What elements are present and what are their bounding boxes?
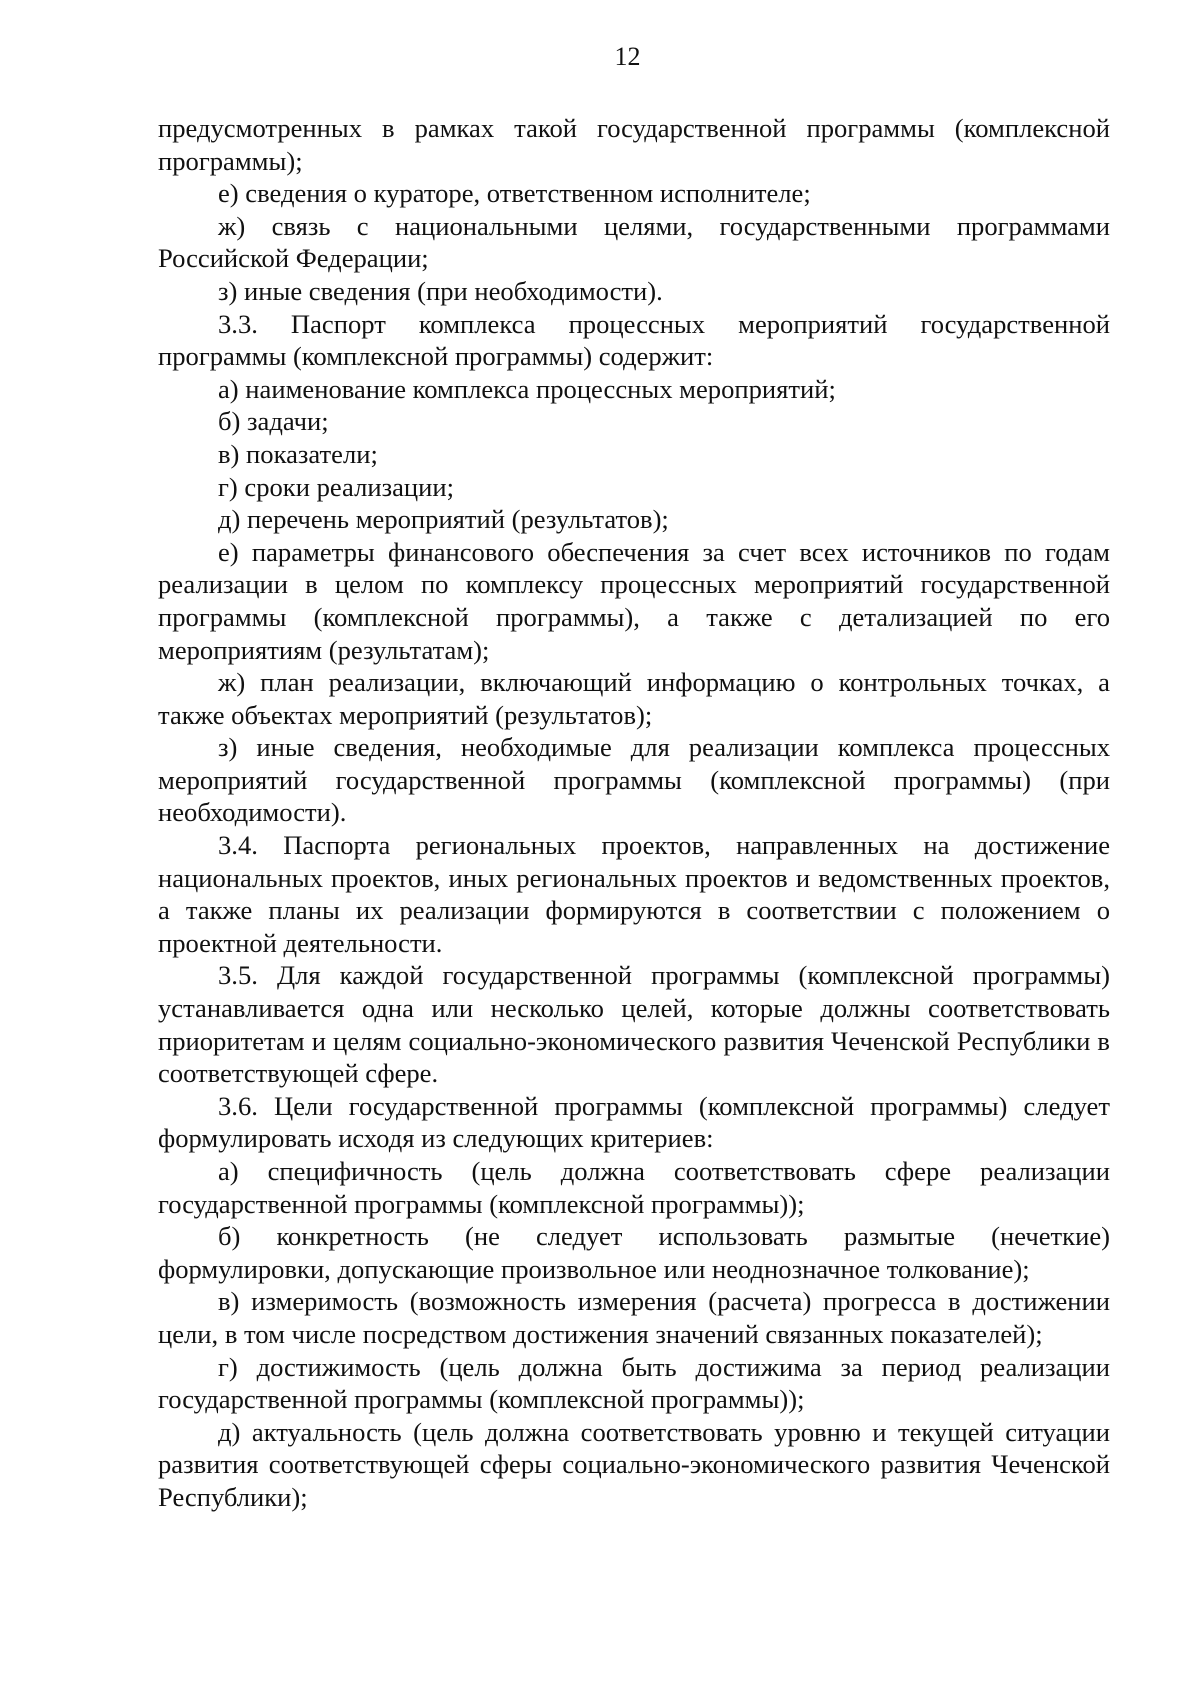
paragraph-continuation: предусмотренных в рамках такой государственной программы (комплексной программы); <box>158 113 1110 176</box>
paragraph-item-zh-national-goals: ж) связь с национальными целями, государственными программами Российской Федерации; <box>158 210 1110 274</box>
paragraph-item-g-terms: г) сроки реализации; <box>218 471 454 502</box>
paragraph-item-a-name: а) наименование комплекса процессных мероприятий; <box>218 373 836 404</box>
paragraph-3-4: 3.4. Паспорта региональных проектов, направленных на достижение национальных проектов, иных региональных проектов и ведомственных проектов, а также планы их реализации формируются в соответствии с положением о проектной деятельности. <box>158 830 1110 958</box>
paragraph-item-zh-plan: ж) план реализации, включающий информацию о контрольных точках, а также объектах мероприятий (результатов); <box>158 667 1110 730</box>
paragraph-item-a-specificity: а) специфичность (цель должна соответствовать сфере реализации государственной программы (комплексной программы)); <box>158 1156 1110 1219</box>
paragraph-3-3: 3.3. Паспорт комплекса процессных мероприятий государственной программы (комплексной программы) содержит: <box>158 308 1110 372</box>
paragraph-3-5: 3.5. Для каждой государственной программы (комплексной программы) устанавливается одна или несколько целей, которые должны соответствовать приоритетам и целям социально-экономического развития Чеченской Республики в соответствующей сфере. <box>158 960 1110 1089</box>
paragraph-item-z-other-info: з) иные сведения (при необходимости). <box>218 275 663 306</box>
paragraph-item-b-concreteness: б) конкретность (не следует использовать размытые (нечеткие) формулировки, допускающие произвольное или неоднозначное толкование); <box>158 1221 1110 1284</box>
paragraph-item-b-tasks: б) задачи; <box>218 406 329 437</box>
paragraph-item-e-curator: е) сведения о кураторе, ответственном исполнителе; <box>218 178 811 209</box>
page-number: 12 <box>614 42 641 71</box>
document-body <box>158 112 1110 1514</box>
paragraph-item-d-activities: д) перечень мероприятий (результатов); <box>218 504 669 535</box>
paragraph-item-v-measurability: в) измеримость (возможность измерения (расчета) прогресса в достижении цели, в том числе посредством достижения значений связанных показателей); <box>158 1286 1110 1349</box>
paragraph-item-z-other-required: з) иные сведения, необходимые для реализации комплекса процессных мероприятий государственной программы (комплексной программы) (при необходимости). <box>158 732 1110 828</box>
paragraph-item-v-indicators: в) показатели; <box>218 438 378 469</box>
paragraph-item-e-financing: е) параметры финансового обеспечения за счет всех источников по годам реализации в целом по комплексу процессных мероприятий государственной программы (комплексной программы), а также с детализацией по его мероприятиям (результатам); <box>158 536 1110 665</box>
paragraph-item-d-relevance: д) актуальность (цель должна соответствовать уровню и текущей ситуации развития соответствующей сферы социально-экономического развития Чеченской Республики); <box>158 1416 1110 1512</box>
paragraph-3-6: 3.6. Цели государственной программы (комплексной программы) следует формулировать исходя из следующих критериев: <box>158 1090 1110 1154</box>
paragraph-item-g-achievability: г) достижимость (цель должна быть достижима за период реализации государственной программы (комплексной программы)); <box>158 1351 1110 1415</box>
